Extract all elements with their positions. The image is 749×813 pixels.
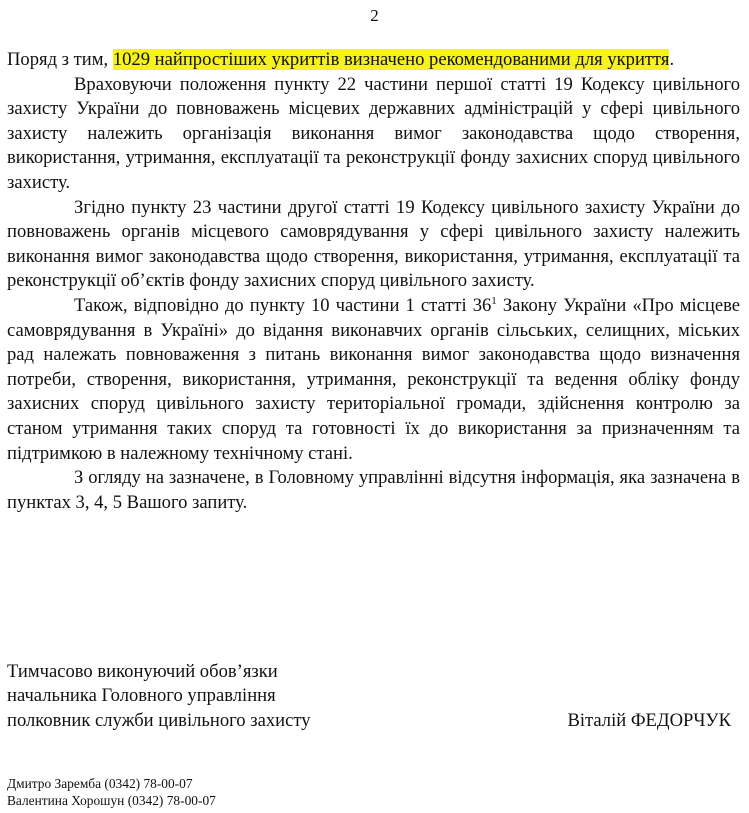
letter-body xyxy=(7,48,740,515)
paragraph-law-after-sup: Закону України «Про місцеве самоврядування в Україні» до відання виконавчих органів сільських, селищних, міських рад належать повноваження з питань виконання вимог законодавства щодо визначення потреби, створення, використання, утримання, реконструкції та ведення обліку фонду захисних споруд цивільного захисту територіальної громади, здійснення контролю за станом утримання таких споруд та готовності їх до використання за призначенням та підтримкою в належному технічному стані. xyxy=(7,294,741,464)
signature-title-line-2: начальника Головного управління xyxy=(7,685,276,707)
paragraph-shelters-suffix: . xyxy=(669,49,675,70)
page-number: 2 xyxy=(370,6,379,25)
contacts-block xyxy=(7,775,216,809)
highlighted-shelters-text: 1029 найпростіших укриттів визначено рекомендованими для укриття xyxy=(112,49,670,70)
paragraph-law-on-self-government xyxy=(7,294,740,466)
signature-title-line-1: Тимчасово виконуючий обов’язки xyxy=(7,661,278,682)
paragraph-local-self-government: Згідно пункту 23 частини другої статті 19 Кодексу цивільного захисту України до повноважень органів місцевого самоврядування у сфері цивільного захисту належить виконання вимог законодавства щодо створення, використання, утримання, експлуатації та реконструкції об’єктів фонду захисних споруд цивільного захисту. xyxy=(7,196,740,292)
contact-line: Валентина Хорошун (0342) 78-00-07 xyxy=(7,793,216,808)
paragraph-law-before-sup: Також, відповідно до пункту 10 частини 1 статті 36 xyxy=(74,294,492,316)
contact-line: Дмитро Заремба (0342) 78-00-07 xyxy=(7,776,193,791)
signature-block xyxy=(7,660,737,733)
article-superscript: 1 xyxy=(491,294,497,307)
signature-title-line-3: полковник служби цивільного захисту xyxy=(7,709,311,731)
signatory-name: Віталій ФЕДОРЧУК xyxy=(567,709,731,731)
paragraph-shelters xyxy=(7,48,740,73)
paragraph-state-administrations: Враховуючи положення пункту 22 частини першої статті 19 Кодексу цивільного захисту України до повноважень місцевих державних адміністрацій у сфері цивільного захисту належить організація виконання вимог законодавства щодо створення, використання, утримання, експлуатації та реконструкції фонду захисних споруд цивільного захисту. xyxy=(7,73,740,193)
paragraph-conclusion: З огляду на зазначене, в Головному управлінні відсутня інформація, яка зазначена в пунктах 3, 4, 5 Вашого запиту. xyxy=(7,467,740,513)
paragraph-shelters-prefix: Поряд з тим, xyxy=(7,49,113,70)
